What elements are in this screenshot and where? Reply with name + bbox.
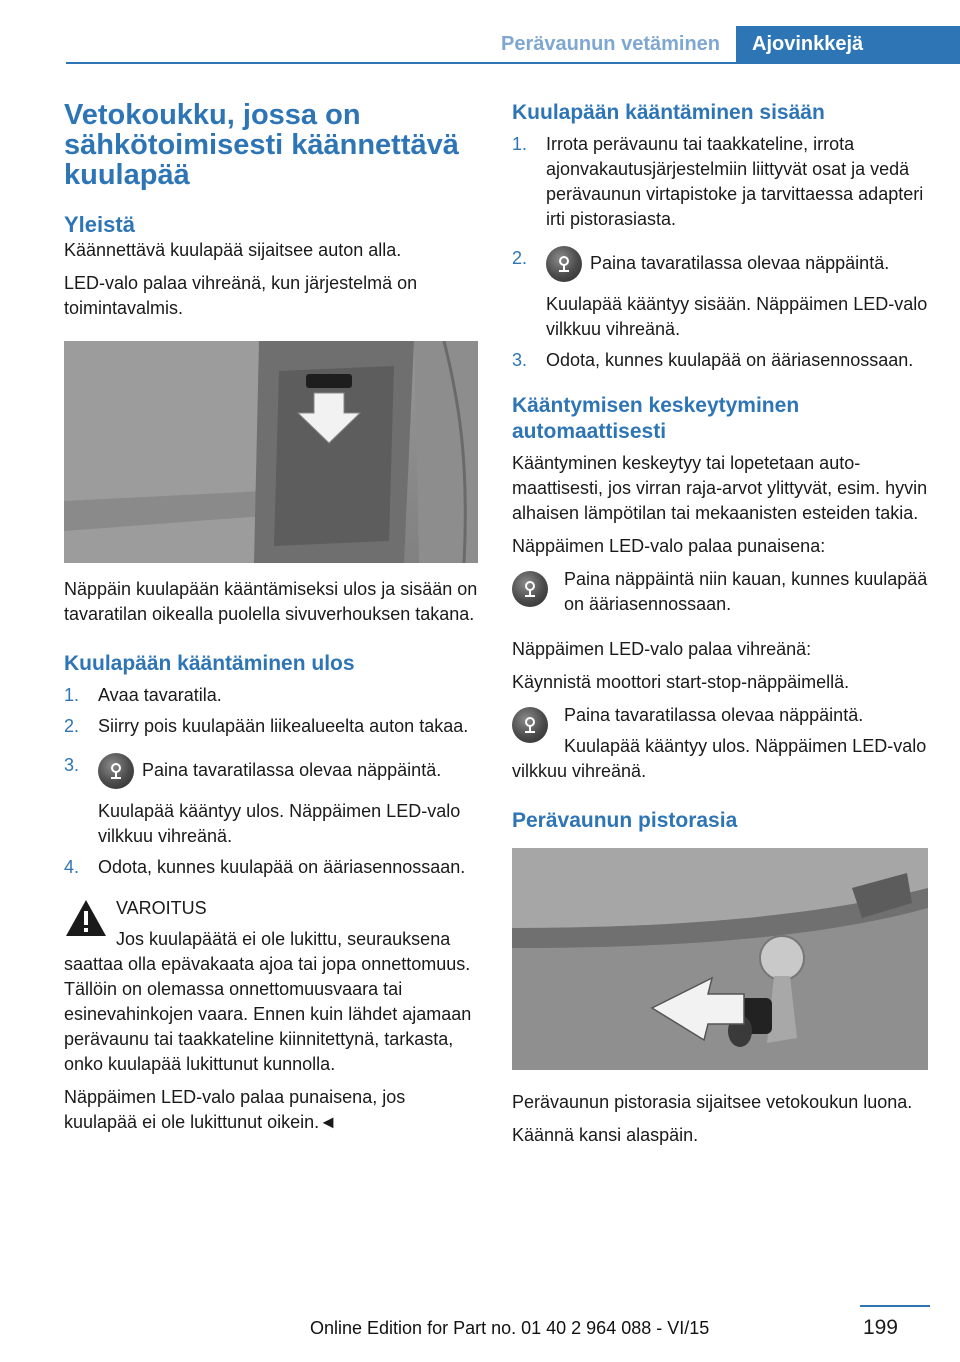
warning-tail: Näppäimen LED-valo palaa punaisena, jos kuulapää ei ole lukittunut oikein.◄ bbox=[64, 1087, 406, 1132]
step-item: 1. Avaa tavaratila. bbox=[64, 685, 222, 705]
trailer-socket-figure bbox=[512, 848, 928, 1070]
general-heading: Yleistä bbox=[64, 212, 135, 237]
ball-head-shape bbox=[760, 936, 804, 980]
auto-stop-paragraph-3: Näppäimen LED-valo palaa vihreänä: bbox=[512, 639, 812, 659]
trunk-button-figure bbox=[64, 341, 478, 563]
auto-stop-paragraph-1: Kääntyminen keskeytyy tai lopetetaan automaattisesti, jos virran raja-arvot ylittyvät, esim. hyvin alhaisen lämpötilan tai mekaanisten esteiden takia. bbox=[512, 453, 928, 523]
step-item: 2. Paina tavaratilassa olevaa näppäintä. Kuulapää kääntyy sisään. Näppäimen LED-valo vilkkuu vihreänä. bbox=[512, 248, 928, 339]
header-rule bbox=[66, 62, 960, 64]
page-number-rule bbox=[860, 1305, 930, 1307]
general-paragraph-1: Käännettävä kuulapää sijaitsee auton alla. bbox=[64, 240, 402, 260]
notice-1 bbox=[512, 567, 928, 617]
trunk-button-shape bbox=[306, 374, 352, 388]
step-item: 1. Irrota perävaunu tai taakkateline, irrota ajonvakautusjärjestelmiin liittyvät osat ja vedä perävaunun virtapistoke ja tarvittaessa adapteri irti pistorasiasta. bbox=[512, 134, 924, 229]
towbar-button-icon bbox=[512, 571, 548, 607]
footer-edition: Online Edition for Part no. 01 40 2 964 088 - VI/15 bbox=[310, 1318, 710, 1338]
header-section-tab: Perävaunun vetäminen bbox=[501, 33, 720, 55]
step-item: 2. Siirry pois kuulapään liikealueelta auton takaa. bbox=[64, 716, 469, 736]
notice-2 bbox=[512, 703, 928, 734]
swing-out-steps bbox=[64, 683, 478, 880]
warning-block bbox=[64, 896, 478, 927]
general-paragraph-2: LED-valo palaa vihreänä, kun järjestelmä on toimintavalmis. bbox=[64, 273, 418, 318]
left-column bbox=[64, 100, 478, 1135]
warning-icon bbox=[64, 898, 108, 938]
warning-text: Jos kuulapäätä ei ole lukittu, seurauksena saattaa olla epävakaata ajoa tai jopa onnettomuus. Tällöin on olemassa onnettomuusvaara tai esinevahinkojen vaara. Ennen kuin lähdet ajamaan perävaunu tai taakkateline kiinnitettynä, tarkasta, onko kuulapää lukittunut kunnolla. bbox=[64, 929, 472, 1074]
swing-in-heading: Kuulapään kääntäminen sisään bbox=[512, 101, 825, 124]
notice-2-sub: Kuulapää kääntyy ulos. Näppäimen LED-valo vilkkuu vihreänä. bbox=[512, 736, 927, 781]
towbar-button-icon bbox=[512, 707, 548, 743]
page-number: 199 bbox=[862, 1316, 898, 1339]
step-item: 4. Odota, kunnes kuulapää on ääriasennossaan. bbox=[64, 857, 466, 877]
auto-stop-heading: Kääntymisen keskeytyminen automaattisesti bbox=[512, 394, 800, 443]
header-chapter-tab: Ajovinkkejä bbox=[736, 26, 960, 64]
swing-in-steps bbox=[512, 132, 928, 373]
swing-out-heading: Kuulapään kääntäminen ulos bbox=[64, 652, 355, 675]
towbar-button-icon bbox=[546, 246, 582, 282]
auto-stop-paragraph-2: Näppäimen LED-valo palaa punaisena: bbox=[512, 536, 826, 556]
socket-paragraph-1: Perävaunun pistorasia sijaitsee vetokoukun luona. bbox=[512, 1092, 913, 1112]
auto-stop-paragraph-4: Käynnistä moottori start-stop-näppäimellä. bbox=[512, 672, 850, 692]
socket-heading: Perävaunun pistorasia bbox=[512, 809, 738, 832]
warning-title: VAROITUS bbox=[116, 898, 207, 918]
notice-1-text: Paina näppäintä niin kauan, kunnes kuulapää on ääriasennossaan. bbox=[564, 569, 928, 614]
step-item: 3. Paina tavaratilassa olevaa näppäintä. Kuulapää kääntyy ulos. Näppäimen LED-valo vilkkuu vihreänä. bbox=[64, 755, 461, 846]
right-column bbox=[512, 100, 928, 1148]
figure-caption: Näppäin kuulapään kääntämiseksi ulos ja sisään on tavaratilan oikealla puolella sivuverhouksen takana. bbox=[64, 579, 478, 624]
towbar-button-icon bbox=[98, 753, 134, 789]
page-title: Vetokoukku, jossa on sähkötoimisesti käännettävä kuulapää bbox=[64, 99, 459, 191]
step-item: 3. Odota, kunnes kuulapää on ääriasennossaan. bbox=[512, 350, 914, 370]
notice-2-text: Paina tavaratilassa olevaa näppäintä. bbox=[564, 705, 864, 725]
socket-paragraph-2: Käännä kansi alaspäin. bbox=[512, 1125, 699, 1145]
